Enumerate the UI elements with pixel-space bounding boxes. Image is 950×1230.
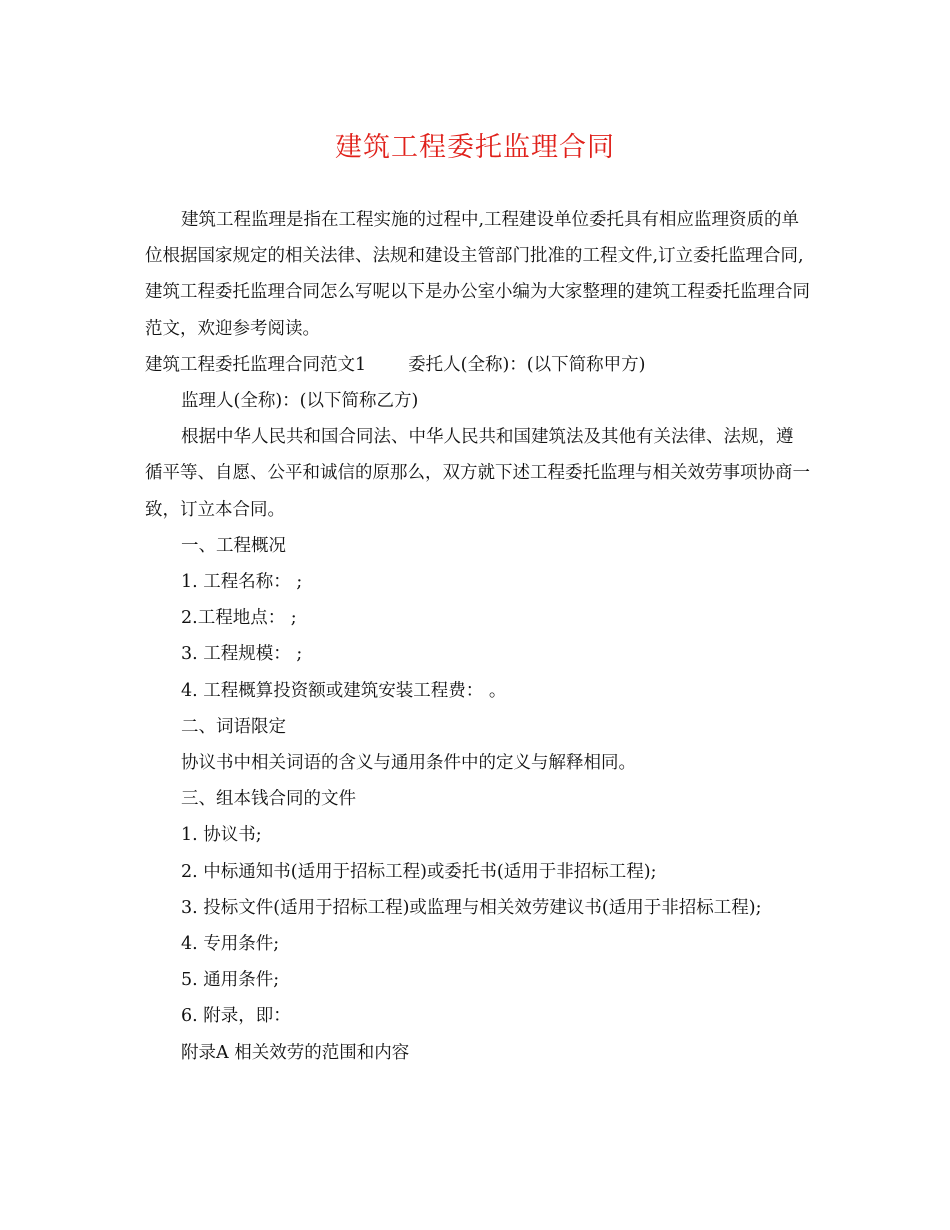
sample-heading: 建筑工程委托监理合同范文1	[145, 354, 367, 375]
section3-heading: 三、组本钱合同的文件	[181, 789, 356, 810]
section3-item: 1. 协议书;	[181, 825, 262, 846]
section3-item: 6. 附录，即：	[181, 1006, 291, 1027]
document-body	[145, 202, 810, 1071]
section3-item: 2. 中标通知书(适用于招标工程)或委托书(适用于非招标工程);	[181, 861, 657, 882]
intro-paragraph: 建筑工程监理是指在工程实施的过程中,工程建设单位委托具有相应监理资质的单位根据国家规定的相关法律、法规和建设主管部门批准的工程文件,订立委托监理合同,建筑工程委托监理合同怎么写呢以下是办公室小编为大家整理的建筑工程委托监理合同范文，欢迎参考阅读。	[145, 210, 810, 339]
preamble-paragraph: 根据中华人民共和国合同法、中华人民共和国建筑法及其他有关法律、法规，遵循平等、自愿、公平和诚信的原那么，双方就下述工程委托监理与相关效劳事项协商一致，订立本合同。	[145, 427, 810, 520]
section1-item: 2.工程地点： ;	[181, 608, 297, 629]
supervisor-line: 监理人(全称)：(以下简称乙方)	[181, 391, 419, 412]
section3-item: 3. 投标文件(适用于招标工程)或监理与相关效劳建议书(适用于非招标工程);	[181, 897, 762, 918]
section1-heading: 一、工程概况	[181, 535, 286, 556]
section1-item: 4. 工程概算投资额或建筑安装工程费： 。	[181, 680, 507, 701]
section3-item: 5. 通用条件;	[181, 970, 280, 991]
section2-text: 协议书中相关词语的含义与通用条件中的定义与解释相同。	[181, 753, 636, 774]
client-line: 委托人(全称)：(以下简称甲方)	[408, 354, 646, 375]
section2-heading: 二、词语限定	[181, 716, 286, 737]
appendix-line: 附录A 相关效劳的范围和内容	[181, 1042, 410, 1063]
section3-item: 4. 专用条件;	[181, 934, 280, 955]
section1-item: 3. 工程规模： ;	[181, 644, 303, 665]
section1-item: 1. 工程名称： ;	[181, 572, 303, 593]
sample-heading-line	[145, 347, 810, 383]
document-title: 建筑工程委托监理合同	[335, 132, 615, 163]
